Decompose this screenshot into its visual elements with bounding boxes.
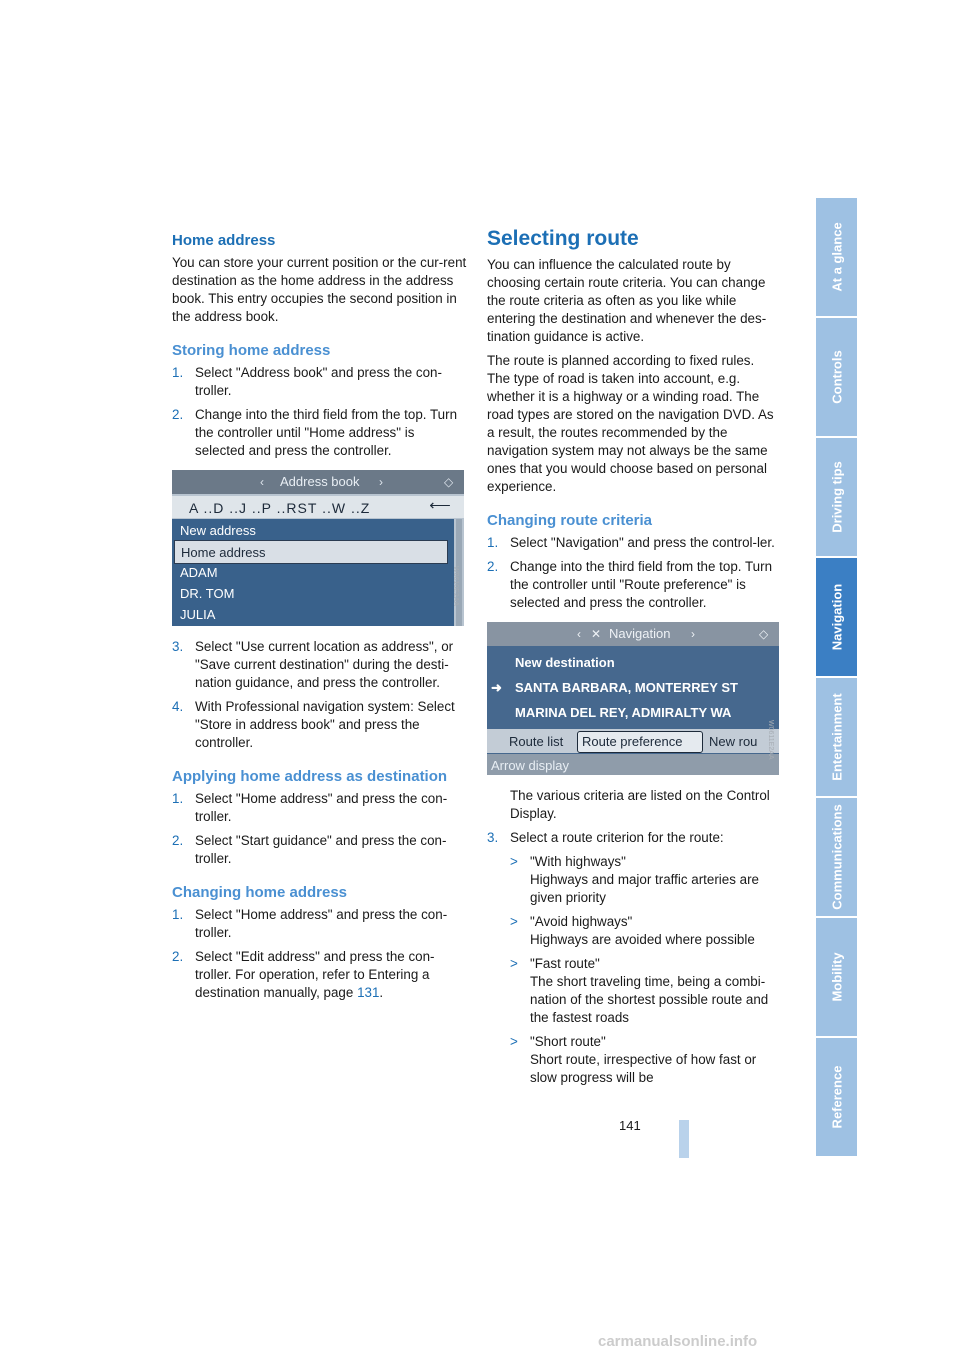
step-text: Select "Home address" and press the con-troller. (195, 907, 448, 940)
sidebar-tab-at-a-glance[interactable] (816, 198, 857, 318)
tab-route-list: Route list (509, 734, 564, 749)
left-arrow-icon: ‹ (577, 627, 581, 641)
criterion-item (487, 1033, 779, 1087)
step-number: 1. (172, 907, 184, 922)
storing-step (172, 698, 467, 752)
step-number: 3. (487, 830, 499, 845)
sidebar-tab-mobility[interactable] (816, 918, 857, 1038)
sidebar-tab-label: Navigation (829, 583, 844, 651)
step-text: Select "Start guidance" and press the con-troller. (195, 833, 447, 866)
criterion-item (487, 913, 779, 949)
bullet-marker: > (510, 1034, 518, 1049)
step-text: Select "Address book" and press the con-troller. (195, 365, 442, 398)
selecting-p1: You can influence the calculated route by choosing certain route criteria. You can change the route criteria as often as you like while entering the destination and whenever the des-tination guidance is active. (487, 257, 767, 344)
sidebar-tab-entertainment[interactable] (816, 678, 857, 798)
list-item: DR. TOM (180, 586, 235, 601)
changing-step (172, 948, 467, 1002)
criterion-title: "Avoid highways" (530, 914, 633, 929)
sidebar-tab-navigation[interactable] (816, 558, 857, 678)
step-text: Select a route criterion for the route: (510, 830, 724, 845)
criteria-step (487, 558, 779, 612)
criterion-desc: Highways are avoided where possible (530, 932, 755, 947)
home-address-intro: You can store your current position or the cur-rent destination as the home address in the address book. This entry occupies the second position in the address book. (172, 255, 467, 324)
step-number: 1. (172, 365, 184, 380)
storing-heading: Storing home address (172, 342, 331, 359)
storing-step (172, 638, 467, 692)
step-number: 1. (172, 791, 184, 806)
applying-heading: Applying home address as destination (172, 768, 448, 785)
list-item: JULIA (180, 607, 216, 622)
applying-step (172, 790, 467, 826)
sidebar-tab-driving-tips[interactable] (816, 438, 857, 558)
address-list (172, 519, 454, 626)
criterion-desc: The short traveling time, being a combi-nation of the shortest possible route and the fastest roads (530, 974, 769, 1025)
step-text: Select "Edit address" and press the con-troller. For operation, refer to Entering a destination manually, page (195, 949, 435, 1000)
step-number: 3. (172, 639, 184, 654)
right-arrow-icon: › (691, 627, 695, 641)
left-arrow-icon: ‹ (260, 475, 264, 489)
menu-icon: ◇ (444, 475, 454, 489)
step-text: With Professional navigation system: Select "Store in address book" and press the controller. (195, 699, 455, 750)
list-item: ADAM (180, 565, 218, 580)
watermark: carmanualsonline.info (598, 1333, 758, 1350)
image-code: W0611E2AA (767, 720, 774, 760)
bullet-marker: > (510, 914, 518, 929)
sidebar-tab-label: Driving tips (829, 461, 844, 533)
period: . (379, 985, 384, 1000)
right-column (487, 227, 779, 1093)
sidebar-tab-label: Mobility (829, 952, 844, 1002)
selecting-route-heading: Selecting route (487, 227, 639, 250)
step-number: 2. (172, 833, 184, 848)
page-link[interactable]: 131 (357, 985, 380, 1000)
sidebar-tab-label: Controls (829, 350, 844, 404)
arrow-icon: ➜ (491, 680, 502, 695)
bullet-marker: > (510, 854, 518, 869)
criterion-title: "Fast route" (530, 956, 600, 971)
image-code: W0610E2AA (452, 566, 459, 607)
storing-step (172, 364, 467, 400)
sidebar-tab-controls[interactable] (816, 318, 857, 438)
alphabet-index: A ..D ..J ..P ..RST ..W ..Z (189, 500, 371, 516)
chapter-sidebar (816, 198, 857, 1158)
address-book-screenshot (172, 470, 464, 626)
applying-step (172, 832, 467, 868)
criteria-heading: Changing route criteria (487, 512, 653, 529)
list-item: New address (180, 523, 256, 538)
list-item: Home address (181, 545, 266, 560)
screen-title: Address book (280, 474, 360, 489)
left-column (172, 232, 467, 1008)
criteria-step (487, 534, 779, 552)
tab-new-route: New rou (709, 734, 758, 749)
sidebar-tab-label: Reference (829, 1065, 844, 1129)
navigation-icon: ✕ (591, 627, 602, 641)
sidebar-tab-communications[interactable] (816, 798, 857, 918)
criterion-item (487, 955, 779, 1027)
step-text: Select "Home address" and press the con-troller. (195, 791, 448, 824)
changing-heading: Changing home address (172, 884, 348, 901)
step-text: Select "Use current location as address", or "Save current destination" during the desti-nation guidance, and press the controller. (195, 639, 454, 690)
step-text: Change into the third field from the top. Turn the controller until "Route preference" is selected and press the controller. (510, 559, 773, 610)
sidebar-tab-label: Communications (829, 804, 844, 910)
criteria-step (487, 829, 779, 847)
step-number: 1. (487, 535, 499, 550)
criterion-title: "Short route" (530, 1034, 606, 1049)
navigation-screenshot (487, 622, 779, 775)
page-number: 141 (619, 1118, 641, 1133)
right-arrow-icon: › (379, 475, 383, 489)
changing-step (172, 906, 467, 942)
sidebar-tab-label: At a glance (829, 222, 844, 292)
home-address-heading: Home address (172, 232, 276, 249)
criterion-title: "With highways" (530, 854, 626, 869)
back-arrow-icon: ⟵ (429, 497, 451, 514)
sidebar-tab-label: Entertainment (829, 693, 844, 781)
page-marker-bar (679, 1120, 689, 1158)
criterion-item (487, 853, 779, 907)
list-item: SANTA BARBARA, MONTERREY ST (515, 680, 738, 695)
step-number: 2. (172, 949, 184, 964)
step-text: Change into the third field from the top. Turn the controller until "Home address" is selected and press the controller. (195, 407, 458, 458)
step-number: 4. (172, 699, 184, 714)
list-item: New destination (515, 655, 615, 670)
step-text: Select "Navigation" and press the control-ler. (510, 535, 775, 550)
criterion-desc: Highways and major traffic arteries are given priority (530, 872, 759, 905)
step-number: 2. (172, 407, 184, 422)
criterion-desc: Short route, irrespective of how fast or slow progress will be (530, 1052, 757, 1085)
menu-icon: ◇ (759, 627, 769, 641)
sidebar-tab-reference[interactable] (816, 1038, 857, 1158)
bullet-marker: > (510, 956, 518, 971)
selected-list-item (174, 540, 448, 564)
selecting-p2: The route is planned according to fixed rules. The type of road is taken into account, e.g. whether it is a highway or a winding road. The road types are stored on the navigation DVD. As a result, the routes recommended by the navigation system may not always be the same ones that you would choose based on personal experience. (487, 353, 774, 494)
bottom-row (487, 754, 779, 775)
screen-title: Navigation (609, 626, 671, 641)
criteria-note: The various criteria are listed on the Control Display. (510, 788, 770, 821)
step-number: 2. (487, 559, 499, 574)
tab-route-preference: Route preference (582, 734, 683, 749)
storing-step (172, 406, 467, 460)
list-item: MARINA DEL REY, ADMIRALTY WA (515, 705, 732, 720)
arrow-display-label: Arrow display (491, 758, 570, 773)
